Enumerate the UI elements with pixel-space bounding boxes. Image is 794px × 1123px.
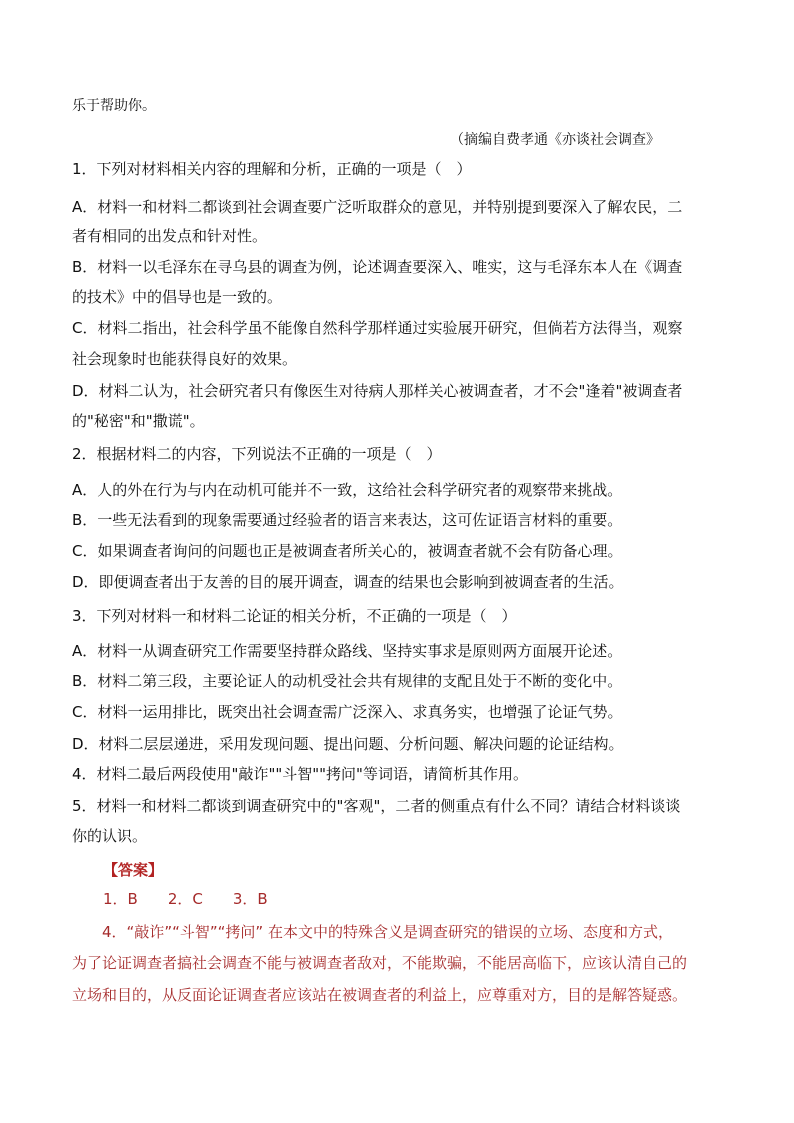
question-1-option-d-line1: D．材料二认为，社会研究者只有像医生对待病人那样关心被调查者，才不会"逢着"被调查者 [72,382,683,400]
question-2-option-b: B．一些无法看到的现象需要通过经验者的语言来表达，这可佐证语言材料的重要。 [72,511,623,529]
question-3-option-b: B．材料二第三段，主要论证人的动机受社会共有规律的支配且处于不断的变化中。 [72,672,623,690]
answer-4-line3: 立场和目的，从反面论证调查者应该站在被调查者的利益上，应尊重对方，目的是解答疑惑。 [72,986,688,1004]
question-1-stem: 1．下列对材料相关内容的理解和分析，正确的一项是（ ） [72,160,472,178]
question-4-stem: 4．材料二最后两段使用"敲诈""斗智""拷问"等词语，请简析其作用。 [72,765,528,783]
question-2-stem: 2．根据材料二的内容，下列说法不正确的一项是（ ） [72,445,442,463]
question-2-option-a: A．人的外在行为与内在动机可能并不一致，这给社会科学研究者的观察带来挑战。 [72,481,623,499]
answer-4-line2: 为了论证调查者搞社会调查不能与被调查者敌对，不能欺骗，不能居高临下，应该认清自己的 [72,954,688,972]
source-citation: （摘编自费孝通《亦谈社会调查》 [450,132,660,148]
question-5-stem-line1: 5．材料一和材料二都谈到调查研究中的"客观"，二者的侧重点有什么不同？请结合材料谈谈 [72,797,681,815]
question-5-stem-line2: 你的认识。 [72,827,148,845]
question-1-option-a-line2: 者有相同的出发点和针对性。 [72,227,268,245]
question-3-option-d: D．材料二层层递进，采用发现问题、提出问题、分析问题、解决问题的论证结构。 [72,735,624,753]
question-1-option-c-line2: 社会现象时也能获得良好的效果。 [72,350,298,368]
question-3-stem: 3．下列对材料一和材料二论证的相关分析，不正确的一项是（ ） [72,607,517,625]
question-1-option-b-line2: 的技术》中的倡导也是一致的。 [72,288,283,306]
answer-choices: 1．B 2．C 3．B [103,890,268,908]
answer-title: 【答案】 [103,861,164,879]
question-1-option-a-line1: A．材料一和材料二都谈到社会调查要广泛听取群众的意见，并特别提到要深入了解农民，二 [72,198,683,216]
question-1-option-c-line1: C．材料二指出，社会科学虽不能像自然科学那样通过实验展开研究，但倘若方法得当，观察 [72,319,683,337]
question-2-option-d: D．即便调查者出于友善的目的展开调查，调查的结果也会影响到被调查者的生活。 [72,573,624,591]
answer-4-line1: 4．“敲诈”“斗智”“拷问” 在本文中的特殊含义是调查研究的错误的立场、态度和方式， [102,923,673,941]
question-1-option-b-line1: B．材料一以毛泽东在寻乌县的调查为例，论述调查要深入、唯实，这与毛泽东本人在《调查 [72,258,683,276]
question-3-option-a: A．材料一从调查研究工作需要坚持群众路线、坚持实事求是原则两方面展开论述。 [72,642,623,660]
intro-tail: 乐于帮助你。 [72,98,156,114]
question-1-option-d-line2: 的"秘密"和"撒谎"。 [72,412,205,430]
question-2-option-c: C．如果调查者询问的问题也正是被调查者所关心的，被调查者就不会有防备心理。 [72,542,623,560]
question-3-option-c: C．材料一运用排比，既突出社会调查需广泛深入、求真务实，也增强了论证气势。 [72,703,623,721]
